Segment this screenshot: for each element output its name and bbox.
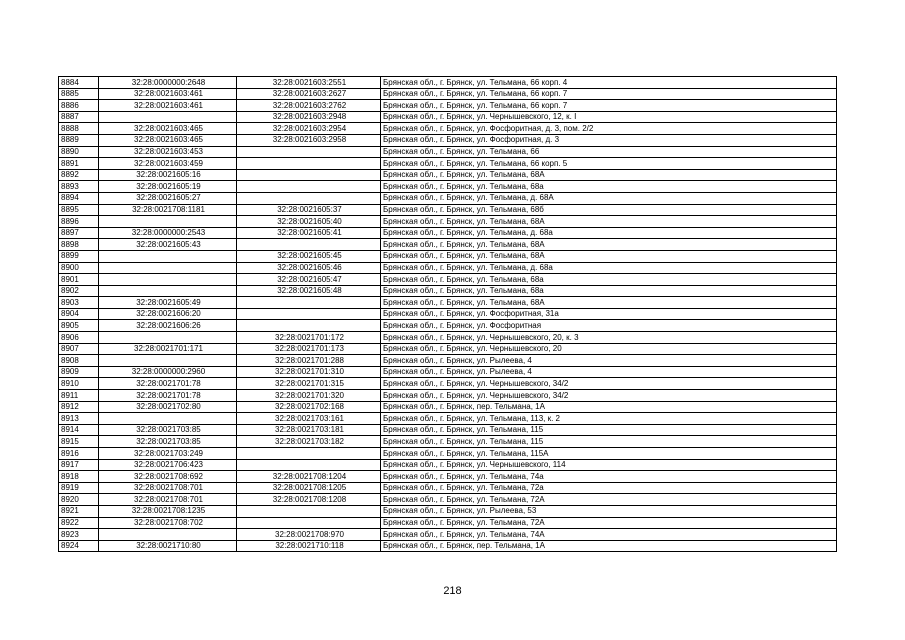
table-row xyxy=(59,250,837,262)
address-cell: Брянская обл., г. Брянск, ул. Чернышевского, 34/2 xyxy=(381,390,837,402)
table-row xyxy=(59,378,837,390)
cadastral-number-cell: 32:28:0021605:27 xyxy=(99,192,237,204)
cadastral-number-cell: 32:28:0021702:80 xyxy=(99,401,237,413)
table-row xyxy=(59,505,837,517)
address-cell: Брянская обл., г. Брянск, ул. Фосфоритная, 31а xyxy=(381,308,837,320)
row-number-cell: 8917 xyxy=(59,459,99,471)
cadastral-number-cell xyxy=(99,250,237,262)
address-cell: Брянская обл., г. Брянск, ул. Фосфоритная, д. 3, пом. 2/2 xyxy=(381,123,837,135)
row-number-cell: 8905 xyxy=(59,320,99,332)
cadastral-number-cell xyxy=(237,146,381,158)
address-cell: Брянская обл., г. Брянск, ул. Тельмана, 72А xyxy=(381,517,837,529)
cadastral-number-cell: 32:28:0021702:168 xyxy=(237,401,381,413)
table-row xyxy=(59,459,837,471)
cadastral-number-cell: 32:28:0021703:161 xyxy=(237,413,381,425)
table-row xyxy=(59,204,837,216)
row-number-cell: 8915 xyxy=(59,436,99,448)
cadastral-number-cell: 32:28:0021603:461 xyxy=(99,100,237,112)
table-row xyxy=(59,285,837,297)
row-number-cell: 8920 xyxy=(59,494,99,506)
row-number-cell: 8887 xyxy=(59,111,99,123)
row-number-cell: 8888 xyxy=(59,123,99,135)
address-cell: Брянская обл., г. Брянск, ул. Чернышевского, 114 xyxy=(381,459,837,471)
cadastral-number-cell: 32:28:0021701:78 xyxy=(99,378,237,390)
address-cell: Брянская обл., г. Брянск, ул. Чернышевского, 34/2 xyxy=(381,378,837,390)
table-row xyxy=(59,517,837,529)
table-row xyxy=(59,123,837,135)
table-row xyxy=(59,88,837,100)
row-number-cell: 8919 xyxy=(59,482,99,494)
table-row xyxy=(59,366,837,378)
cadastral-number-cell: 32:28:0021701:310 xyxy=(237,366,381,378)
cadastral-number-cell: 32:28:0021603:2958 xyxy=(237,134,381,146)
table-row xyxy=(59,239,837,251)
cadastral-number-cell xyxy=(237,448,381,460)
table-row xyxy=(59,100,837,112)
table-row xyxy=(59,181,837,193)
cadastral-number-cell xyxy=(99,413,237,425)
registry-table-body xyxy=(59,77,837,552)
cadastral-number-cell: 32:28:0021701:173 xyxy=(237,343,381,355)
table-row xyxy=(59,332,837,344)
address-cell: Брянская обл., г. Брянск, ул. Тельмана, 113, к. 2 xyxy=(381,413,837,425)
address-cell: Брянская обл., г. Брянск, ул. Тельмана, 68А xyxy=(381,169,837,181)
address-cell: Брянская обл., г. Брянск, ул. Чернышевского, 20 xyxy=(381,343,837,355)
address-cell: Брянская обл., г. Брянск, ул. Тельмана, 115А xyxy=(381,448,837,460)
cadastral-number-cell: 32:28:0021708:1205 xyxy=(237,482,381,494)
table-row xyxy=(59,227,837,239)
address-cell: Брянская обл., г. Брянск, ул. Тельмана, 66 корп. 5 xyxy=(381,158,837,170)
cadastral-number-cell xyxy=(237,297,381,309)
address-cell: Брянская обл., г. Брянск, ул. Тельмана, 68А xyxy=(381,239,837,251)
table-row xyxy=(59,134,837,146)
address-cell: Брянская обл., г. Брянск, ул. Рылеева, 53 xyxy=(381,505,837,517)
cadastral-number-cell xyxy=(237,308,381,320)
cadastral-number-cell: 32:28:0021701:172 xyxy=(237,332,381,344)
row-number-cell: 8907 xyxy=(59,343,99,355)
cadastral-number-cell: 32:28:0021605:40 xyxy=(237,216,381,228)
table-row xyxy=(59,343,837,355)
cadastral-number-cell: 32:28:0021605:37 xyxy=(237,204,381,216)
table-row xyxy=(59,424,837,436)
cadastral-number-cell: 32:28:0021605:48 xyxy=(237,285,381,297)
row-number-cell: 8889 xyxy=(59,134,99,146)
cadastral-number-cell xyxy=(237,181,381,193)
table-row xyxy=(59,192,837,204)
address-cell: Брянская обл., г. Брянск, ул. Тельмана, 68б xyxy=(381,204,837,216)
cadastral-number-cell: 32:28:0021710:80 xyxy=(99,540,237,552)
page-number: 218 xyxy=(443,585,462,597)
address-cell: Брянская обл., г. Брянск, ул. Тельмана, 66 корп. 7 xyxy=(381,100,837,112)
address-cell: Брянская обл., г. Брянск, ул. Рылеева, 4 xyxy=(381,355,837,367)
row-number-cell: 8922 xyxy=(59,517,99,529)
address-cell: Брянская обл., г. Брянск, ул. Тельмана, д. 68а xyxy=(381,262,837,274)
cadastral-number-cell: 32:28:0021605:41 xyxy=(237,227,381,239)
table-row xyxy=(59,77,837,89)
row-number-cell: 8908 xyxy=(59,355,99,367)
cadastral-number-cell: 32:28:0021605:19 xyxy=(99,181,237,193)
cadastral-number-cell xyxy=(237,517,381,529)
table-row xyxy=(59,262,837,274)
cadastral-number-cell: 32:28:0021605:16 xyxy=(99,169,237,181)
address-cell: Брянская обл., г. Брянск, ул. Тельмана, 66 корп. 4 xyxy=(381,77,837,89)
cadastral-number-cell xyxy=(99,355,237,367)
cadastral-number-cell: 32:28:0000000:2960 xyxy=(99,366,237,378)
cadastral-number-cell: 32:28:0021708:970 xyxy=(237,529,381,541)
row-number-cell: 8918 xyxy=(59,471,99,483)
address-cell: Брянская обл., г. Брянск, ул. Тельмана, 68А xyxy=(381,216,837,228)
cadastral-number-cell xyxy=(99,216,237,228)
address-cell: Брянская обл., г. Брянск, ул. Тельмана, 72а xyxy=(381,482,837,494)
cadastral-number-cell: 32:28:0021603:465 xyxy=(99,134,237,146)
row-number-cell: 8885 xyxy=(59,88,99,100)
cadastral-number-cell: 32:28:0021606:26 xyxy=(99,320,237,332)
cadastral-number-cell: 32:28:0021706:423 xyxy=(99,459,237,471)
row-number-cell: 8895 xyxy=(59,204,99,216)
address-cell: Брянская обл., г. Брянск, ул. Тельмана, 68а xyxy=(381,181,837,193)
row-number-cell: 8924 xyxy=(59,540,99,552)
table-row xyxy=(59,169,837,181)
table-row xyxy=(59,540,837,552)
cadastral-number-cell xyxy=(237,192,381,204)
address-cell: Брянская обл., г. Брянск, ул. Тельмана, 115 xyxy=(381,436,837,448)
cadastral-number-cell: 32:28:0021701:78 xyxy=(99,390,237,402)
row-number-cell: 8923 xyxy=(59,529,99,541)
row-number-cell: 8912 xyxy=(59,401,99,413)
row-number-cell: 8910 xyxy=(59,378,99,390)
row-number-cell: 8909 xyxy=(59,366,99,378)
table-row xyxy=(59,297,837,309)
address-cell: Брянская обл., г. Брянск, ул. Тельмана, 68А xyxy=(381,250,837,262)
row-number-cell: 8902 xyxy=(59,285,99,297)
cadastral-number-cell: 32:28:0021603:2954 xyxy=(237,123,381,135)
row-number-cell: 8884 xyxy=(59,77,99,89)
cadastral-number-cell: 32:28:0021703:249 xyxy=(99,448,237,460)
row-number-cell: 8886 xyxy=(59,100,99,112)
row-number-cell: 8899 xyxy=(59,250,99,262)
cadastral-number-cell: 32:28:0021701:320 xyxy=(237,390,381,402)
table-row xyxy=(59,390,837,402)
address-cell: Брянская обл., г. Брянск, ул. Тельмана, 115 xyxy=(381,424,837,436)
cadastral-number-cell: 32:28:0021701:171 xyxy=(99,343,237,355)
cadastral-number-cell: 32:28:0021603:2627 xyxy=(237,88,381,100)
table-row xyxy=(59,355,837,367)
cadastral-number-cell: 32:28:0021708:692 xyxy=(99,471,237,483)
table-row xyxy=(59,448,837,460)
cadastral-number-cell xyxy=(99,111,237,123)
address-cell: Брянская обл., г. Брянск, ул. Чернышевского, 12, к. I xyxy=(381,111,837,123)
table-row xyxy=(59,274,837,286)
cadastral-number-cell xyxy=(237,320,381,332)
address-cell: Брянская обл., г. Брянск, ул. Фосфоритная, д. 3 xyxy=(381,134,837,146)
cadastral-number-cell xyxy=(99,332,237,344)
address-cell: Брянская обл., г. Брянск, ул. Тельмана, 74А xyxy=(381,529,837,541)
row-number-cell: 8916 xyxy=(59,448,99,460)
address-cell: Брянская обл., г. Брянск, ул. Тельмана, д. 68А xyxy=(381,192,837,204)
cadastral-number-cell xyxy=(237,505,381,517)
row-number-cell: 8914 xyxy=(59,424,99,436)
row-number-cell: 8897 xyxy=(59,227,99,239)
address-cell: Брянская обл., г. Брянск, ул. Рылеева, 4 xyxy=(381,366,837,378)
cadastral-number-cell: 32:28:0021703:181 xyxy=(237,424,381,436)
address-cell: Брянская обл., г. Брянск, ул. Тельмана, 66 xyxy=(381,146,837,158)
table-row xyxy=(59,216,837,228)
table-row xyxy=(59,494,837,506)
cadastral-number-cell xyxy=(99,274,237,286)
address-cell: Брянская обл., г. Брянск, ул. Тельмана, 72А xyxy=(381,494,837,506)
table-row xyxy=(59,413,837,425)
cadastral-number-cell: 32:28:0021703:85 xyxy=(99,436,237,448)
cadastral-number-cell xyxy=(99,529,237,541)
cadastral-number-cell xyxy=(237,459,381,471)
cadastral-number-cell: 32:28:0021603:2762 xyxy=(237,100,381,112)
cadastral-number-cell: 32:28:0021703:182 xyxy=(237,436,381,448)
row-number-cell: 8913 xyxy=(59,413,99,425)
cadastral-number-cell xyxy=(237,158,381,170)
table-row xyxy=(59,436,837,448)
cadastral-number-cell: 32:28:0021603:465 xyxy=(99,123,237,135)
cadastral-number-cell: 32:28:0021603:461 xyxy=(99,88,237,100)
address-cell: Брянская обл., г. Брянск, ул. Тельмана, д. 68а xyxy=(381,227,837,239)
cadastral-number-cell: 32:28:0021708:701 xyxy=(99,494,237,506)
table-row xyxy=(59,320,837,332)
row-number-cell: 8904 xyxy=(59,308,99,320)
table-row xyxy=(59,158,837,170)
row-number-cell: 8903 xyxy=(59,297,99,309)
cadastral-number-cell: 32:28:0021603:2551 xyxy=(237,77,381,89)
address-cell: Брянская обл., г. Брянск, ул. Тельмана, 68А xyxy=(381,297,837,309)
row-number-cell: 8898 xyxy=(59,239,99,251)
table-row xyxy=(59,471,837,483)
cadastral-number-cell: 32:28:0021605:49 xyxy=(99,297,237,309)
cadastral-number-cell xyxy=(99,285,237,297)
address-cell: Брянская обл., г. Брянск, пер. Тельмана, 1А xyxy=(381,540,837,552)
cadastral-number-cell: 32:28:0021701:315 xyxy=(237,378,381,390)
cadastral-number-cell: 32:28:0021603:459 xyxy=(99,158,237,170)
row-number-cell: 8893 xyxy=(59,181,99,193)
cadastral-number-cell: 32:28:0021603:2948 xyxy=(237,111,381,123)
cadastral-number-cell: 32:28:0021701:288 xyxy=(237,355,381,367)
row-number-cell: 8900 xyxy=(59,262,99,274)
row-number-cell: 8894 xyxy=(59,192,99,204)
cadastral-number-cell: 32:28:0021708:1235 xyxy=(99,505,237,517)
address-cell: Брянская обл., г. Брянск, ул. Фосфоритная xyxy=(381,320,837,332)
row-number-cell: 8906 xyxy=(59,332,99,344)
address-cell: Брянская обл., г. Брянск, ул. Тельмана, 68а xyxy=(381,274,837,286)
cadastral-number-cell: 32:28:0000000:2648 xyxy=(99,77,237,89)
table-row xyxy=(59,482,837,494)
cadastral-number-cell: 32:28:0021603:453 xyxy=(99,146,237,158)
cadastral-number-cell: 32:28:0000000:2543 xyxy=(99,227,237,239)
cadastral-number-cell xyxy=(237,169,381,181)
row-number-cell: 8901 xyxy=(59,274,99,286)
cadastral-number-cell xyxy=(237,239,381,251)
cadastral-number-cell: 32:28:0021703:85 xyxy=(99,424,237,436)
cadastral-number-cell: 32:28:0021708:1181 xyxy=(99,204,237,216)
cadastral-number-cell: 32:28:0021605:46 xyxy=(237,262,381,274)
row-number-cell: 8890 xyxy=(59,146,99,158)
row-number-cell: 8896 xyxy=(59,216,99,228)
row-number-cell: 8921 xyxy=(59,505,99,517)
cadastral-number-cell: 32:28:0021605:43 xyxy=(99,239,237,251)
cadastral-number-cell: 32:28:0021708:1208 xyxy=(237,494,381,506)
address-cell: Брянская обл., г. Брянск, ул. Тельмана, 74а xyxy=(381,471,837,483)
address-cell: Брянская обл., г. Брянск, пер. Тельмана, 1А xyxy=(381,401,837,413)
cadastral-number-cell: 32:28:0021708:701 xyxy=(99,482,237,494)
address-cell: Брянская обл., г. Брянск, ул. Чернышевского, 20, к. 3 xyxy=(381,332,837,344)
row-number-cell: 8911 xyxy=(59,390,99,402)
address-cell: Брянская обл., г. Брянск, ул. Тельмана, 66 корп. 7 xyxy=(381,88,837,100)
cadastral-number-cell xyxy=(99,262,237,274)
cadastral-number-cell: 32:28:0021710:118 xyxy=(237,540,381,552)
table-row xyxy=(59,308,837,320)
table-row xyxy=(59,401,837,413)
cadastral-number-cell: 32:28:0021708:1204 xyxy=(237,471,381,483)
cadastral-number-cell: 32:28:0021605:45 xyxy=(237,250,381,262)
table-row xyxy=(59,529,837,541)
cadastral-number-cell: 32:28:0021605:47 xyxy=(237,274,381,286)
table-row xyxy=(59,146,837,158)
table-row xyxy=(59,111,837,123)
row-number-cell: 8892 xyxy=(59,169,99,181)
row-number-cell: 8891 xyxy=(59,158,99,170)
cadastral-number-cell: 32:28:0021606:20 xyxy=(99,308,237,320)
address-cell: Брянская обл., г. Брянск, ул. Тельмана, 68а xyxy=(381,285,837,297)
cadastral-number-cell: 32:28:0021708:702 xyxy=(99,517,237,529)
registry-table xyxy=(58,76,837,552)
